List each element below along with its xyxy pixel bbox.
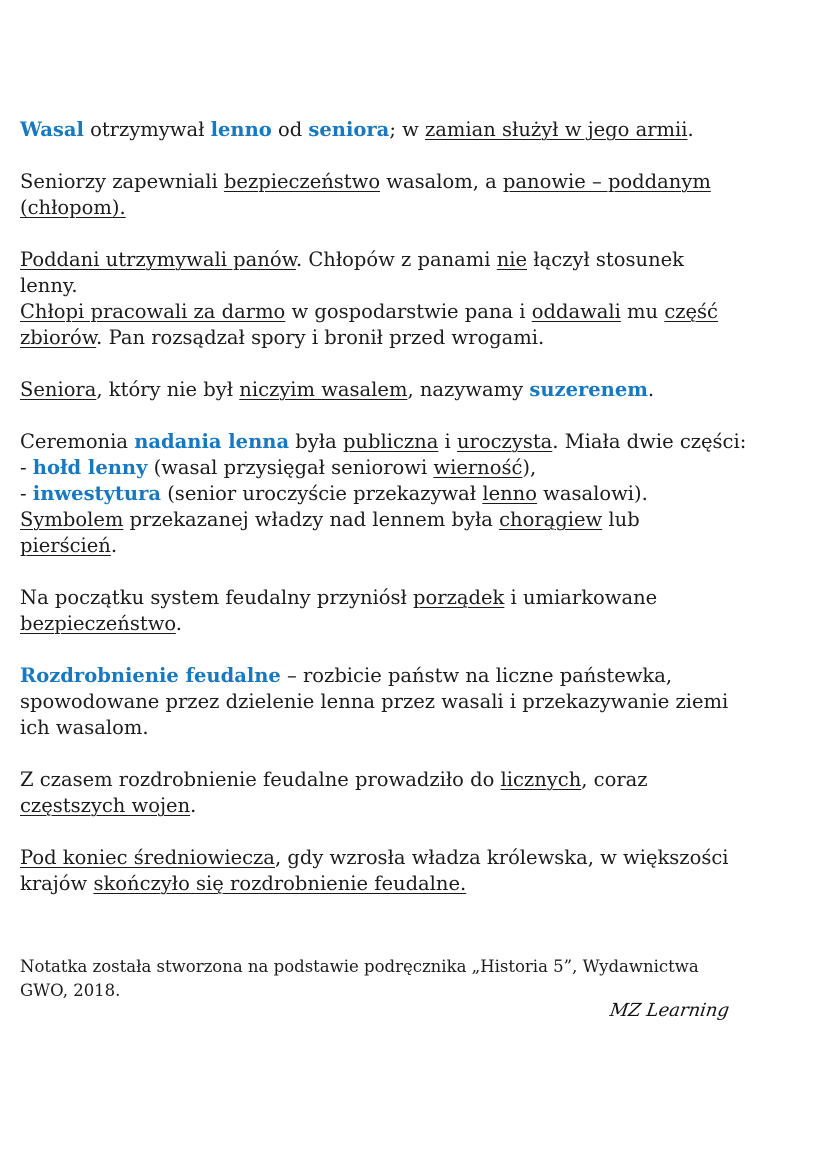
text: i: [438, 430, 457, 453]
text-line: [20, 195, 746, 221]
text: . Chłopów z panami: [295, 248, 497, 271]
underlined-text: bezpieczeństwo: [223, 170, 381, 193]
text: -: [20, 456, 33, 479]
text: , który nie był: [96, 378, 240, 401]
underlined-text: Pod koniec średniowiecza: [20, 846, 275, 869]
text: lenny.: [20, 274, 78, 297]
paragraph: [20, 377, 746, 403]
footnote: [20, 955, 699, 1003]
key-term: nadania lenna: [134, 430, 290, 453]
text-line: [20, 715, 746, 741]
text: Na początku system feudalny przyniósł: [20, 586, 414, 609]
text-line: [20, 169, 746, 195]
key-term: Wasal: [20, 118, 84, 141]
text-line: [20, 273, 746, 299]
text: . Pan rozsądzał spory i bronił przed wrogami.: [96, 326, 545, 349]
paragraph: [20, 585, 746, 637]
text: Seniorzy zapewniali: [20, 170, 224, 193]
underlined-text: częstszych wojen: [20, 794, 191, 817]
text: wasalowi).: [536, 482, 648, 505]
text: mu: [620, 300, 665, 323]
text-line: [20, 429, 746, 455]
text-line: [20, 325, 746, 351]
text: .: [190, 794, 197, 817]
underlined-text: Poddani utrzymywali panów: [20, 248, 296, 271]
text: (senior uroczyście przekazywał: [161, 482, 483, 505]
note-body: [20, 117, 746, 897]
underlined-text: chorągiew: [499, 508, 603, 531]
text-line: [20, 871, 746, 897]
underlined-text: Seniora: [20, 378, 97, 401]
underlined-text: Symbolem: [20, 508, 124, 531]
text: – rozbicie państw na liczne państewka,: [280, 664, 673, 687]
text-line: [20, 533, 746, 559]
footnote-line: Notatka została stworzona na podstawie podręcznika „Historia 5”, Wydawnictwa: [20, 957, 699, 976]
text-line: [20, 845, 746, 871]
key-term: inwestytura: [32, 482, 161, 505]
underlined-text: licznych: [500, 768, 582, 791]
paragraph: [20, 429, 746, 559]
text: lub: [602, 508, 640, 531]
underlined-text: publiczna: [342, 430, 439, 453]
text: przekazanej władzy nad lennem była: [123, 508, 500, 531]
text: , coraz: [581, 768, 648, 791]
text: .: [647, 378, 655, 401]
underlined-text: zbiorów: [20, 326, 97, 349]
text-line: [20, 689, 746, 715]
text-line: [20, 481, 746, 507]
paragraph: [20, 663, 746, 741]
paragraph-spacer: [20, 559, 746, 585]
text: ),: [522, 456, 537, 479]
text: i umiarkowane: [504, 586, 658, 609]
text: łączył stosunek: [527, 248, 684, 271]
paragraph-spacer: [20, 403, 746, 429]
text: w gospodarstwie pana i: [285, 300, 532, 323]
text: była: [289, 430, 343, 453]
paragraph-spacer: [20, 637, 746, 663]
paragraph: [20, 117, 746, 143]
text: (wasal przysięgał seniorowi: [147, 456, 434, 479]
paragraph-spacer: [20, 221, 746, 247]
underlined-text: pierścień: [20, 534, 111, 557]
text: , gdy wzrosła władza królewska, w większości: [274, 846, 729, 869]
underlined-text: skończyło się rozdrobnienie feudalne.: [93, 872, 467, 895]
key-term: hołd lenny: [32, 456, 148, 479]
underlined-text: oddawali: [531, 300, 621, 323]
text-line: [20, 247, 746, 273]
underlined-text: porządek: [413, 586, 505, 609]
paragraph: [20, 169, 746, 221]
text: .: [110, 534, 118, 557]
paragraph-spacer: [20, 819, 746, 845]
text: krajów: [20, 872, 94, 895]
underlined-text: uroczysta: [456, 430, 553, 453]
underlined-text: bezpieczeństwo: [20, 612, 176, 635]
text: -: [20, 482, 33, 505]
signature: MZ Learning: [608, 1000, 731, 1021]
text: .: [687, 118, 694, 141]
paragraph-spacer: [20, 143, 746, 169]
underlined-text: niczyim wasalem: [239, 378, 408, 401]
text-line: [20, 507, 746, 533]
key-term: seniora: [308, 118, 390, 141]
underlined-text: (chłopom).: [20, 196, 126, 219]
key-term: Rozdrobnienie feudalne: [20, 664, 281, 687]
underlined-text: panowie – poddanym: [502, 170, 711, 193]
text: wasalom, a: [380, 170, 503, 193]
text-line: [20, 793, 746, 819]
text-line: [20, 585, 746, 611]
paragraph: [20, 767, 746, 819]
underlined-text: część: [664, 300, 718, 323]
text: ich wasalom.: [20, 716, 149, 739]
underlined-text: Chłopi pracowali za darmo: [20, 300, 286, 323]
footnote-line: GWO, 2018.: [20, 981, 121, 1000]
paragraph: [20, 845, 746, 897]
underlined-text: nie: [496, 248, 528, 271]
paragraph-spacer: [20, 351, 746, 377]
underlined-text: zamian służył w jego armii: [424, 118, 688, 141]
text: spowodowane przez dzielenie lenna przez wasali i przekazywanie ziemi: [20, 690, 729, 713]
text-line: [20, 611, 746, 637]
text: .: [175, 612, 182, 635]
text: Ceremonia: [20, 430, 135, 453]
text-line: [20, 767, 746, 793]
text-line: [20, 117, 746, 143]
text-line: [20, 455, 746, 481]
text-line: [20, 299, 746, 325]
key-term: lenno: [210, 118, 272, 141]
text-line: [20, 663, 746, 689]
text: . Miała dwie części:: [552, 430, 747, 453]
key-term: suzerenem: [529, 378, 648, 401]
underlined-text: wierność: [433, 456, 523, 479]
text: od: [271, 118, 309, 141]
paragraph: [20, 247, 746, 351]
text: otrzymywał: [83, 118, 211, 141]
underlined-text: lenno: [482, 482, 537, 505]
text: , nazywamy: [407, 378, 530, 401]
text: ; w: [389, 118, 425, 141]
text: Z czasem rozdrobnienie feudalne prowadziło do: [20, 768, 501, 791]
paragraph-spacer: [20, 741, 746, 767]
text-line: [20, 377, 746, 403]
